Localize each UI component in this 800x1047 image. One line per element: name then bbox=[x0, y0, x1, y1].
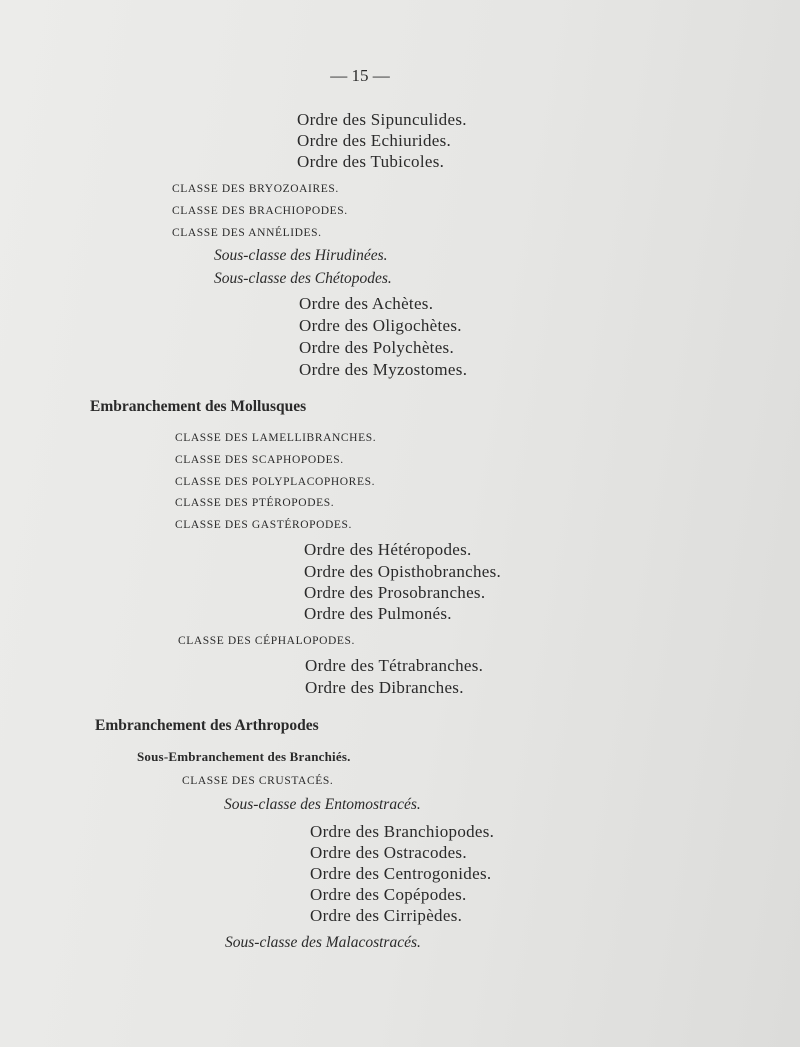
order-line: Ordre des Copépodes. bbox=[310, 885, 467, 904]
order-line: Ordre des Achètes. bbox=[299, 294, 434, 313]
phylum-heading: Embranchement des Arthropodes bbox=[95, 717, 319, 734]
order-line: Ordre des Myzostomes. bbox=[299, 360, 468, 379]
order-line: Ordre des Echiurides. bbox=[297, 131, 452, 150]
class-line: CLASSE DES BRACHIOPODES. bbox=[172, 205, 348, 217]
phylum-heading: Embranchement des Mollusques bbox=[90, 398, 307, 415]
order-line: Ordre des Centrogonides. bbox=[310, 864, 492, 883]
subclass-line: Sous-classe des Malacostracés. bbox=[225, 934, 421, 951]
order-line: Ordre des Prosobranches. bbox=[304, 583, 486, 602]
order-line: Ordre des Branchiopodes. bbox=[310, 822, 495, 841]
class-line: CLASSE DES CRUSTACÉS. bbox=[182, 775, 334, 787]
order-line: Ordre des Ostracodes. bbox=[310, 843, 467, 862]
order-line: Ordre des Pulmonés. bbox=[304, 604, 452, 623]
class-line: CLASSE DES SCAPHOPODES. bbox=[175, 454, 344, 466]
order-line: Ordre des Cirripèdes. bbox=[310, 906, 463, 925]
order-line: Ordre des Tubicoles. bbox=[297, 152, 445, 171]
class-line: CLASSE DES BRYOZOAIRES. bbox=[172, 183, 339, 195]
class-line: CLASSE DES PTÉROPODES. bbox=[175, 497, 335, 509]
page-number: — 15 — bbox=[330, 66, 390, 85]
order-line: Ordre des Hétéropodes. bbox=[304, 540, 472, 559]
subclass-line: Sous-classe des Hirudinées. bbox=[214, 247, 388, 264]
subphylum-heading: Sous-Embranchement des Branchiés. bbox=[137, 749, 351, 764]
order-line: Ordre des Sipunculides. bbox=[297, 110, 467, 129]
subclass-line: Sous-classe des Chétopodes. bbox=[214, 270, 392, 287]
order-line: Ordre des Oligochètes. bbox=[299, 316, 462, 335]
order-line: Ordre des Tétrabranches. bbox=[305, 656, 484, 675]
subclass-line: Sous-classe des Entomostracés. bbox=[224, 796, 421, 813]
order-line: Ordre des Opisthobranches. bbox=[304, 562, 502, 581]
class-line: CLASSE DES LAMELLIBRANCHES. bbox=[175, 432, 377, 444]
class-line: CLASSE DES ANNÉLIDES. bbox=[172, 227, 322, 239]
order-line: Ordre des Dibranches. bbox=[305, 678, 464, 697]
class-line: CLASSE DES CÉPHALOPODES. bbox=[178, 635, 356, 647]
class-line: CLASSE DES GASTÉROPODES. bbox=[175, 519, 353, 531]
order-line: Ordre des Polychètes. bbox=[299, 338, 455, 357]
class-line: CLASSE DES POLYPLACOPHORES. bbox=[175, 476, 376, 488]
